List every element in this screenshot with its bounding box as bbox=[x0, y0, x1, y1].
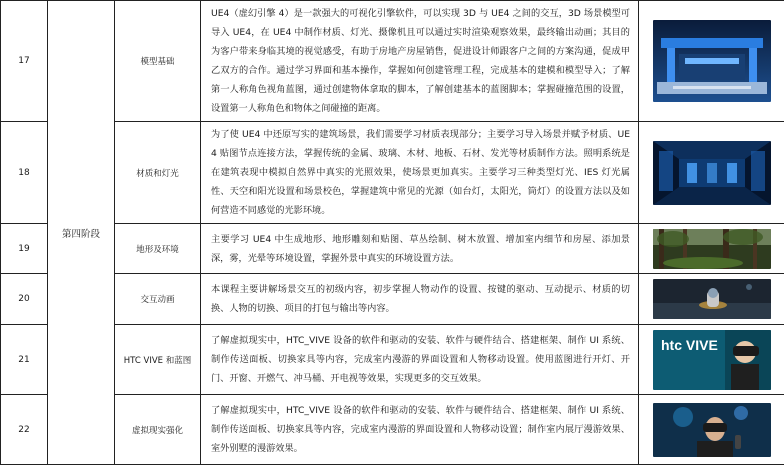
table-row bbox=[1, 325, 784, 395]
lesson-number: 20 bbox=[1, 274, 48, 325]
table-row bbox=[1, 274, 784, 325]
table-row bbox=[1, 224, 784, 274]
htc-vive-thumbnail bbox=[653, 330, 771, 390]
lesson-number: 21 bbox=[1, 325, 48, 395]
lesson-number: 22 bbox=[1, 395, 48, 465]
blue-interior-thumbnail bbox=[653, 141, 771, 205]
lesson-description: 主要学习 UE4 中生成地形、地形雕刻和贴图、草丛绘制、树木放置、增加室内细节和房屋、添加景深，雾，光晕等环境设置，掌握外景中真实的环境设置方法。 bbox=[201, 224, 639, 274]
lesson-description: 了解虚拟现实中，HTC_VIVE 设备的软件和驱动的安装、软件与硬件结合、搭建框架、制作 UI 系统、制作传送面板、切换家具等内容，完成室内漫游的界面设置和人物移动设置；制作室内展厅漫游效果、室外别墅的漫游效果。 bbox=[201, 395, 639, 465]
lesson-topic: 模型基础 bbox=[115, 1, 201, 122]
lesson-description: 了解虚拟现实中，HTC_VIVE 设备的软件和驱动的安装、软件与硬件结合、搭建框架、制作 UI 系统、制作传送面板、切换家具等内容，完成室内漫游的界面设置和人物移动设置。使用蓝图进行开灯、开门、开窗、开燃气、冲马桶、开电视等效果，实现更多的交互效果。 bbox=[201, 325, 639, 395]
lesson-topic: 虚拟现实强化 bbox=[115, 395, 201, 465]
table-row bbox=[1, 395, 784, 465]
vr-user-thumbnail bbox=[653, 403, 771, 457]
table-row bbox=[1, 1, 784, 122]
lesson-description: UE4（虚幻引擎 4）是一款强大的可视化引擎软件，可以实现 3D 与 UE4 之间的交互，3D 场景模型可导入 UE4，在 UE4 中制作材质、灯光、摄像机且可以通过实时渲染观察效果，最终输出动画；其目的为客户带来身临其境的视觉感受，有助于房地产房屋销售，促进设计师跟客户之间的方案沟通，促成甲乙双方的合作。通过学习界面和基本操作，掌握如何创建管理工程，完成基本的建模和模型导入；了解第一人称角色视角蓝图，通过创建物体拿取的脚本，了解创建基本的蓝图脚本；掌握碰撞范围的设置，设置第一人称角色和物体之间碰撞的距离。 bbox=[201, 1, 639, 122]
lesson-number: 18 bbox=[1, 122, 48, 224]
lesson-topic: 交互动画 bbox=[115, 274, 201, 325]
forest-terrain-thumbnail bbox=[653, 229, 771, 269]
lesson-topic: 地形及环境 bbox=[115, 224, 201, 274]
lesson-description: 为了使 UE4 中还原写实的建筑场景，我们需要学习材质表现部分；主要学习导入场景并赋予材质、UE4 贴图节点连接方法，掌握传统的金属、玻璃、木材、地板、石材、发光等材质制作方法。照明系统是在建筑表现中模拟自然界中真实的光照效果，使场景更加真实。主要学习三种类型灯光、IES 灯光属性、天空和阳光设置和场景校色，掌握建筑中常见的光源（如台灯，太阳光，筒灯）的设置方法以及如何营造不同感觉的光影环境。 bbox=[201, 122, 639, 224]
lesson-description: 本课程主要讲解场景交互的初级内容，初步掌握人物动作的设置、按键的驱动、互动提示、材质的切换、人物的切换、项目的打包与输出等内容。 bbox=[201, 274, 639, 325]
exhibition-booth-thumbnail bbox=[653, 20, 771, 102]
lesson-topic: 材质和灯光 bbox=[115, 122, 201, 224]
vr-controller-thumbnail bbox=[653, 279, 771, 319]
lesson-number: 19 bbox=[1, 224, 48, 274]
stage-cell: 第四阶段 bbox=[48, 1, 115, 465]
lesson-number: 17 bbox=[1, 1, 48, 122]
table-row bbox=[1, 122, 784, 224]
htc-brand-text: htc VIVE bbox=[661, 337, 718, 353]
lesson-topic: HTC VIVE 和蓝图 bbox=[115, 325, 201, 395]
